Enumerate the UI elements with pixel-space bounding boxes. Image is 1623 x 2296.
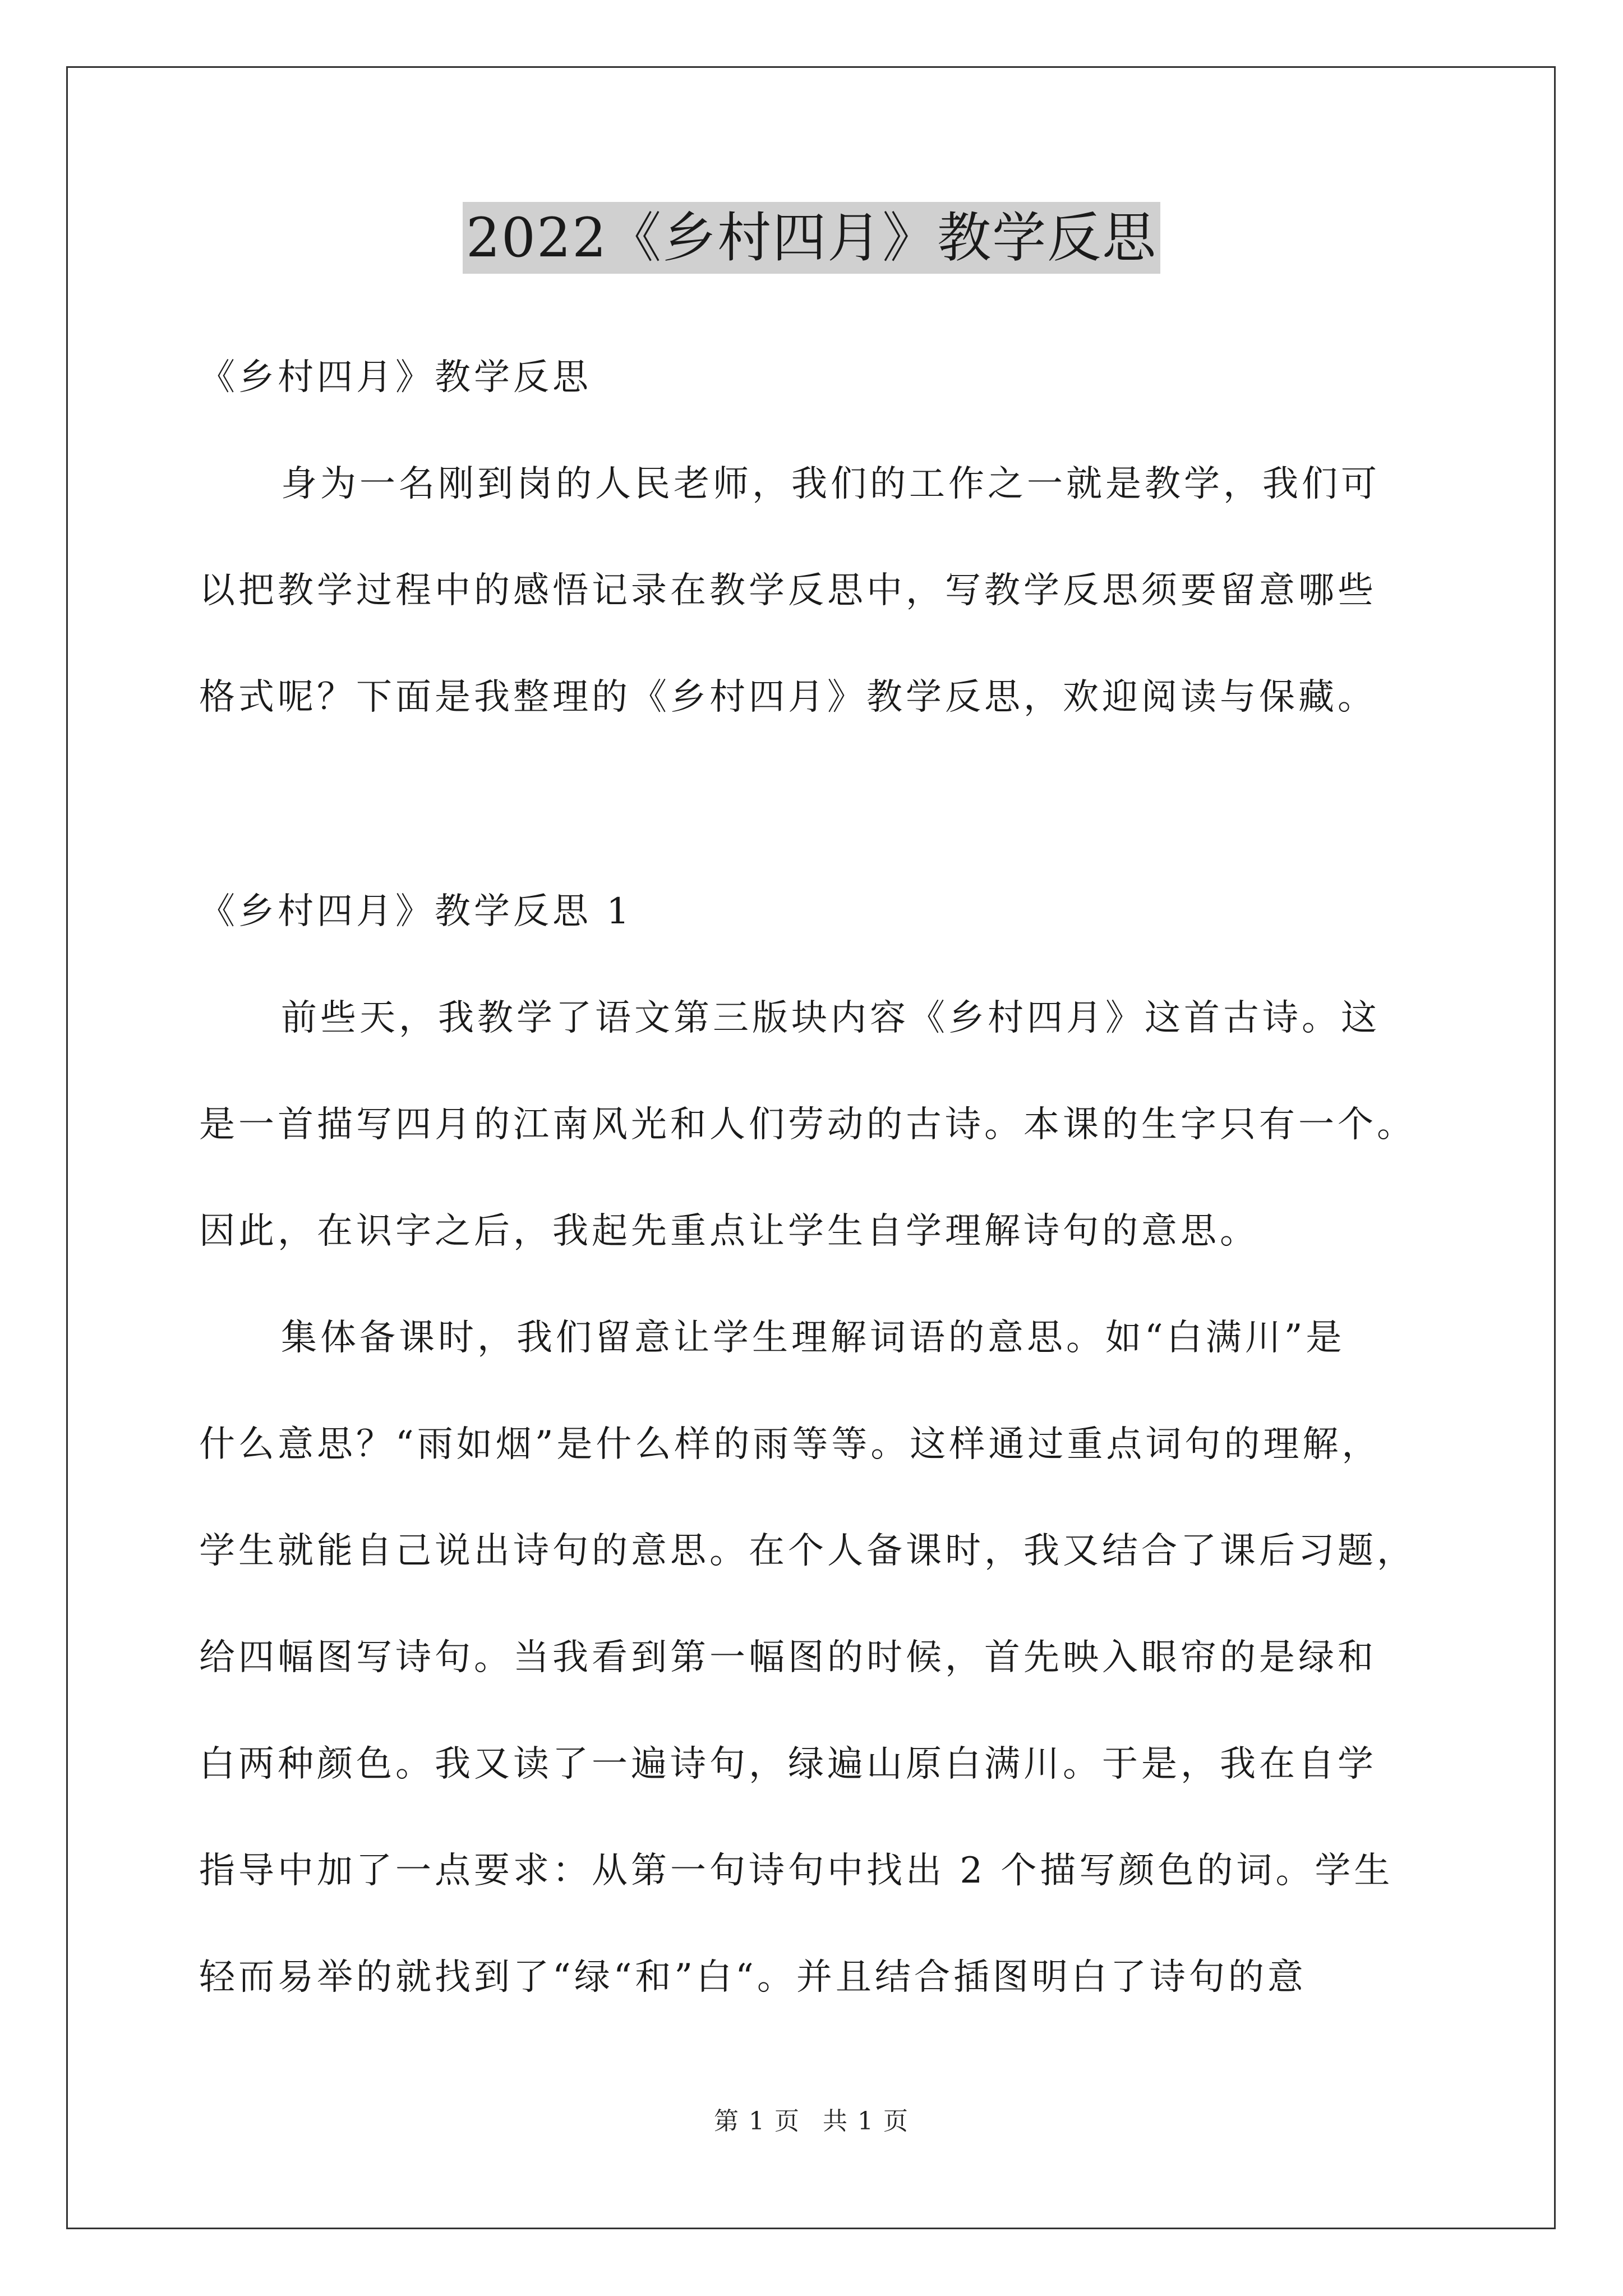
- paragraph-line: 是一首描写四月的江南风光和人们劳动的古诗。本课的生字只有一个。: [199, 1104, 1416, 1145]
- subtitle: 《乡村四月》教学反思: [199, 357, 592, 398]
- document-title: 2022《乡村四月》教学反思: [463, 202, 1160, 274]
- paragraph-line: 因此，在识字之后，我起先重点让学生自学理解诗句的意思。: [199, 1211, 1259, 1252]
- section-heading: 《乡村四月》教学反思 1: [199, 891, 633, 932]
- paragraph-line: 什么意思？“雨如烟”是什么样的雨等等。这样通过重点词句的理解，: [199, 1424, 1381, 1465]
- paragraph-line: 轻而易举的就找到了“绿“和”白“。并且结合插图明白了诗句的意: [199, 1957, 1307, 1998]
- paragraph-line: 给四幅图写诗句。当我看到第一幅图的时候，首先映入眼帘的是绿和: [199, 1637, 1377, 1678]
- paragraph-line: 前些天，我教学了语文第三版块内容《乡村四月》这首古诗。这: [281, 997, 1380, 1039]
- intro-line: 以把教学过程中的感悟记录在教学反思中，写教学反思须要留意哪些: [199, 570, 1377, 611]
- paragraph-line: 白两种颜色。我又读了一遍诗句，绿遍山原白满川。于是，我在自学: [199, 1743, 1377, 1785]
- intro-line: 身为一名刚到岗的人民老师，我们的工作之一就是教学，我们可: [281, 463, 1380, 505]
- title-container: [0, 202, 1623, 274]
- page-total: 共 1 页: [823, 2107, 909, 2136]
- paragraph-line: 指导中加了一点要求：从第一句诗句中找出 2 个描写颜色的词。学生: [199, 1850, 1394, 1892]
- intro-line: 格式呢？下面是我整理的《乡村四月》教学反思，欢迎阅读与保藏。: [199, 677, 1377, 718]
- page-footer: [0, 2101, 1623, 2137]
- paragraph-line: 学生就能自己说出诗句的意思。在个人备课时，我又结合了课后习题，: [199, 1530, 1416, 1572]
- page-number: 第 1 页: [714, 2107, 800, 2136]
- paragraph-line: 集体备课时，我们留意让学生理解词语的意思。如“白满川”是: [281, 1317, 1345, 1359]
